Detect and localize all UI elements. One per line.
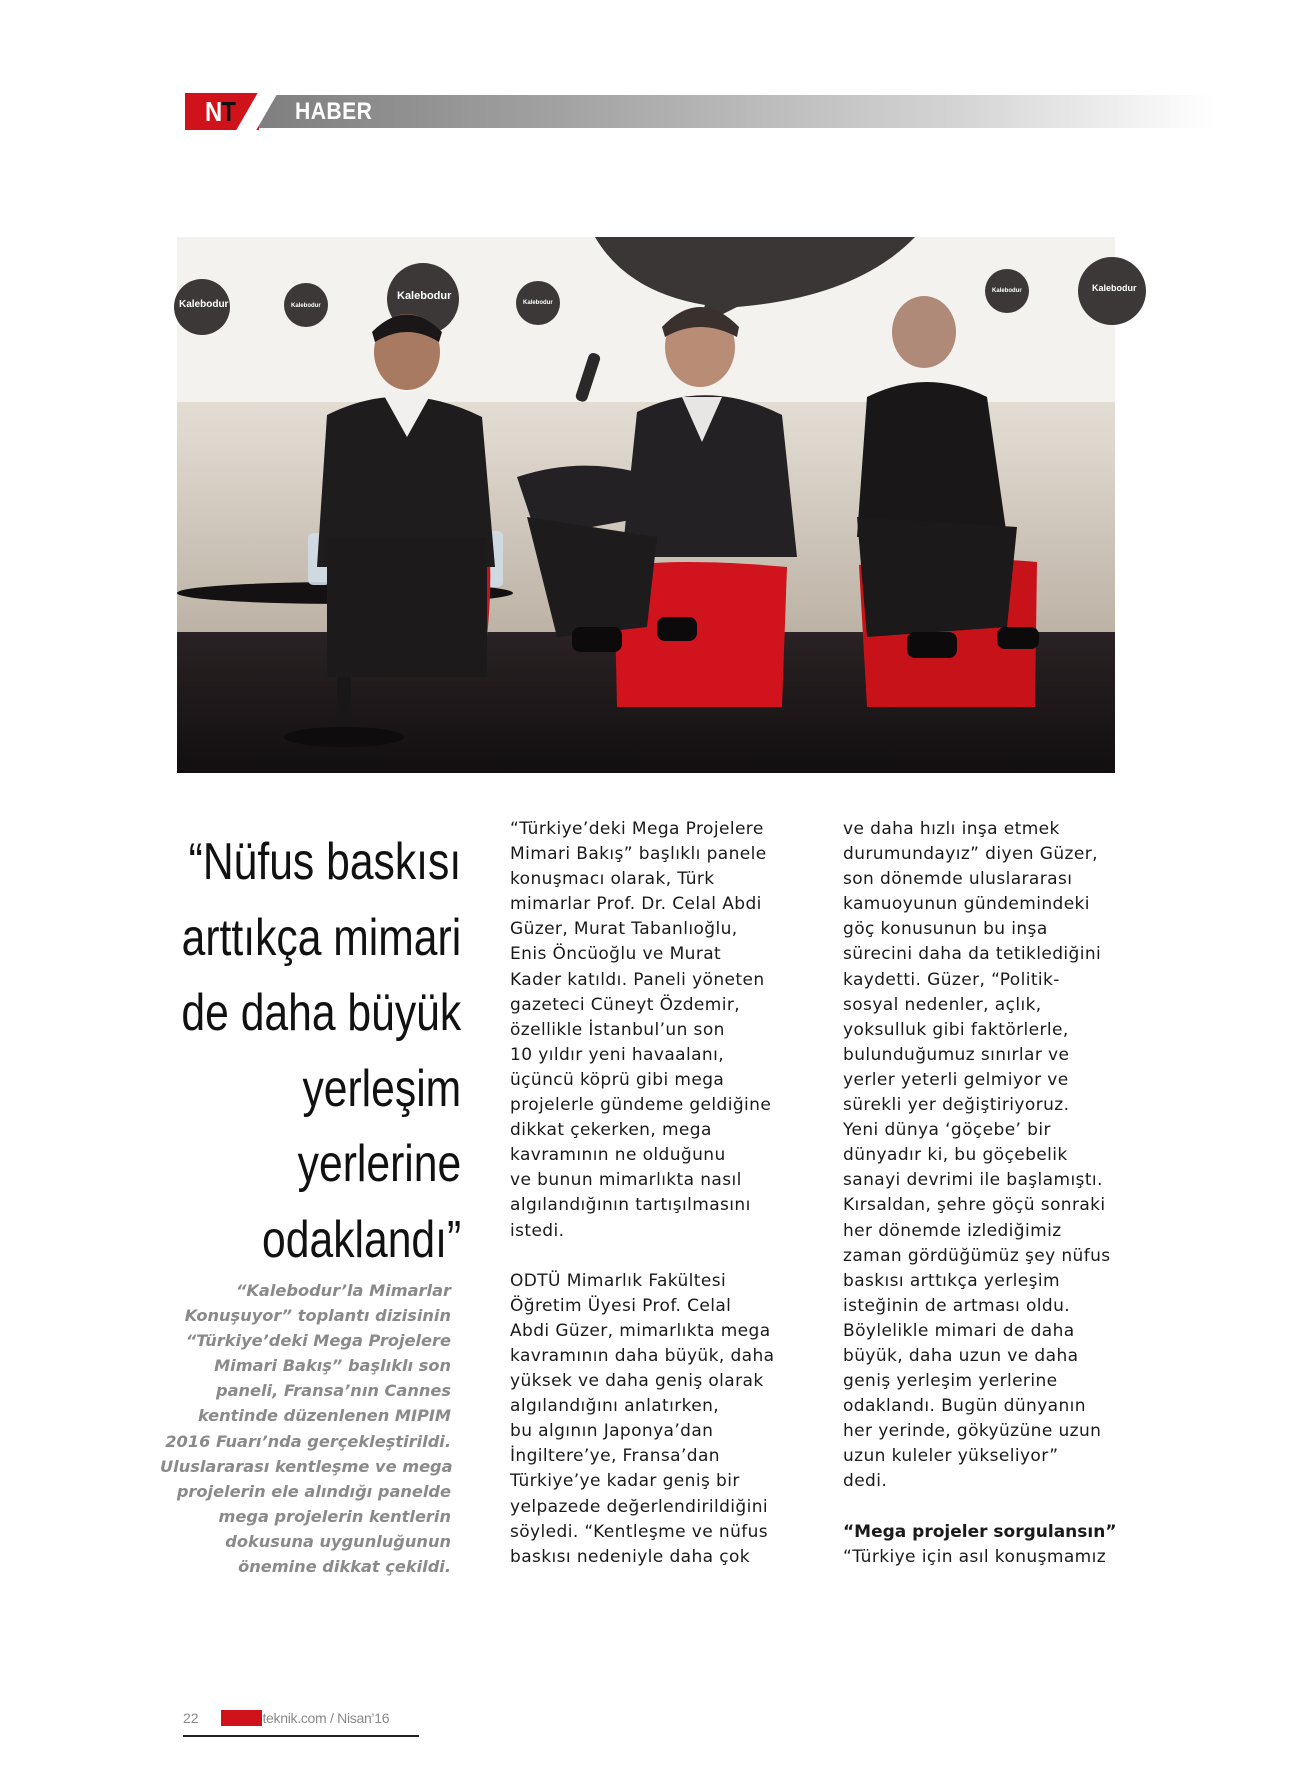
body-line: ve daha hızlı inşa etmek [843, 819, 1060, 839]
lead-line: projelerin ele alındığı panelde [176, 1481, 451, 1501]
body-line: kavramının ne olduğunu [510, 1145, 726, 1166]
screen-logo: Kalebodur [397, 290, 452, 302]
screen-logo: Kalebodur [179, 299, 229, 310]
body-line: sürecini daha da tetiklediğini [843, 944, 1102, 965]
body-line: kamuoyunun gündemindeki [843, 894, 1090, 915]
footer-rule [183, 1735, 419, 1737]
body-line: Enis Öncüoğlu ve Murat [510, 944, 722, 965]
body-line: odaklandı. Bugün dünyanın [843, 1396, 1086, 1417]
pull-quote-line: arttıkça mimari [181, 908, 462, 967]
body-line: “Türkiye’deki Mega Projelere [510, 819, 764, 839]
body-line: Türkiye’ye kadar geniş bir [510, 1471, 740, 1492]
body-line: yüksek ve daha geniş olarak [510, 1371, 764, 1392]
body-line: baskısı nedeniyle daha çok [510, 1546, 751, 1567]
body-line: büyük, daha uzun ve daha [843, 1345, 1079, 1366]
header-gradient-bar [245, 95, 1215, 128]
body-line: yoksulluk gibi faktörlerle, [843, 1019, 1069, 1040]
body-line: geniş yerleşim yerlerine [843, 1371, 1058, 1392]
footer-brand-red: Nalbur [222, 1710, 262, 1726]
body-line: İngiltere’ye, Fransa’dan [510, 1446, 720, 1467]
body-column-2 [843, 817, 1143, 1570]
lead-line: “Kalebodur’la Mimarlar [235, 1281, 451, 1300]
body-line: Kader katıldı. Paneli yöneten [510, 969, 765, 990]
lead-line: dokusuna uygunluğunun [225, 1531, 451, 1551]
screen-logo: Kalebodur [291, 303, 321, 309]
lead-line: 2016 Fuarı’nda gerçekleştirildi. [165, 1431, 451, 1451]
screen-logo: Kalebodur [1092, 283, 1137, 293]
paragraph-gap [510, 1244, 810, 1269]
lead-line: Uluslararası kentleşme ve mega [160, 1456, 453, 1476]
subheading: “Mega projeler sorgulansın” [843, 1521, 1117, 1542]
body-line: baskısı arttıkça yerleşim [843, 1270, 1060, 1291]
lead-line: Konuşuyor” toplantı dizisinin [184, 1306, 451, 1326]
screen-logo: Kalebodur [523, 300, 553, 306]
lead-line: Mimari Bakış” başlıklı son [214, 1356, 451, 1376]
body-line: uzun kuleler yükseliyor” [843, 1446, 1059, 1467]
body-line: zaman gördüğümüz şey nüfus [843, 1245, 1111, 1266]
body-line: konuşmacı olarak, Türk [510, 869, 715, 890]
body-line: Güzer, Murat Tabanlıoğlu, [510, 919, 738, 940]
body-line: sürekli yer değiştiriyoruz. [843, 1095, 1070, 1116]
body-line: dünyadır ki, bu göçebelik [843, 1145, 1068, 1166]
body-line: 10 yıldır yeni havaalanı, [510, 1044, 724, 1065]
page-number: 22 [183, 1710, 199, 1726]
body-line: kavramının daha büyük, daha [510, 1345, 775, 1366]
body-line: yelpazede değerlendirildiğini [510, 1496, 769, 1517]
body-line: gazeteci Cüneyt Özdemir, [510, 994, 741, 1015]
body-line: her yerinde, gökyüzüne uzun [843, 1421, 1102, 1442]
body-line: sosyal nedenler, açlık, [843, 994, 1042, 1015]
body-line: istedi. [510, 1220, 565, 1241]
body-line: Öğretim Üyesi Prof. Celal [510, 1295, 732, 1316]
body-line: her dönemde izlediğimiz [843, 1220, 1062, 1241]
body-line: dikkat çekerken, mega [510, 1120, 712, 1141]
pull-quote-line: de daha büyük [181, 984, 462, 1042]
body-line: Abdi Güzer, mimarlıkta mega [510, 1320, 771, 1341]
article-lead [160, 1278, 451, 1579]
footer-brand [221, 1710, 389, 1726]
pull-quote-line: “Nüfus baskısı [188, 833, 462, 891]
body-line: mimarlar Prof. Dr. Celal Abdi [510, 894, 762, 915]
pull-quote-line: yerleşim [302, 1059, 462, 1118]
lead-line: paneli, Fransa’nın Cannes [215, 1381, 451, 1401]
body-line: bu algının Japonya’dan [510, 1421, 714, 1442]
page-footer [183, 1703, 419, 1739]
body-line: Mimari Bakış” başlıklı panele [510, 844, 767, 865]
pull-quote-line: odaklandı” [262, 1210, 462, 1269]
pull-quote-line: yerlerine [297, 1135, 462, 1193]
pull-quote [120, 825, 462, 1278]
body-line: üçüncü köprü gibi mega [510, 1069, 725, 1090]
section-header [185, 93, 1215, 130]
body-line: Kırsaldan, şehre göçü sonraki [843, 1195, 1106, 1216]
lead-line: “Türkiye’deki Mega Projelere [185, 1331, 451, 1351]
body-line: Yeni dünya ‘göçebe’ bir [843, 1120, 1051, 1141]
panel-photo [177, 237, 1137, 773]
body-line: sanayi devrimi ile başlamıştı. [843, 1170, 1103, 1191]
body-line: algılandığının tartışılmasını [510, 1195, 751, 1216]
body-line: son dönemde uluslararası [843, 869, 1073, 890]
body-line: ODTÜ Mimarlık Fakültesi [510, 1270, 727, 1291]
footer-brand-rest: teknik.com / Nisan’16 [262, 1710, 390, 1726]
lead-line: önemine dikkat çekildi. [238, 1557, 451, 1577]
lead-line: kentinde düzenlenen MIPIM [197, 1406, 451, 1426]
paragraph-gap [843, 1495, 1143, 1520]
body-line: ve bunun mimarlıkta nasıl [510, 1170, 742, 1191]
nt-logo-text [205, 93, 235, 130]
body-line: söyledi. “Kentleşme ve nüfus [510, 1521, 769, 1542]
logo-letter-t: T [221, 96, 236, 127]
body-column-1 [510, 817, 810, 1570]
lead-line: mega projelerin kentlerin [218, 1506, 451, 1526]
body-line: algılandığını anlatırken, [510, 1396, 720, 1417]
section-title: HABER [295, 98, 373, 125]
body-line: projelerle gündeme geldiğine [510, 1095, 772, 1116]
body-line: yerler yeterli gelmiyor ve [843, 1069, 1069, 1090]
body-line: özellikle İstanbul’un son [510, 1019, 725, 1040]
screen-logo: Kalebodur [992, 288, 1022, 294]
logo-letter-n: N [205, 96, 222, 127]
body-line: Böylelikle mimari de daha [843, 1320, 1075, 1341]
body-line: “Türkiye için asıl konuşmamız [843, 1546, 1107, 1567]
body-line: bulunduğumuz sınırlar ve [843, 1044, 1070, 1065]
body-line: kaydetti. Güzer, “Politik- [843, 969, 1060, 990]
body-line: dedi. [843, 1471, 888, 1492]
body-line: göç konusunun bu inşa [843, 919, 1048, 940]
body-line: isteğinin de artması oldu. [843, 1295, 1071, 1316]
body-line: durumundayız” diyen Güzer, [843, 844, 1098, 865]
